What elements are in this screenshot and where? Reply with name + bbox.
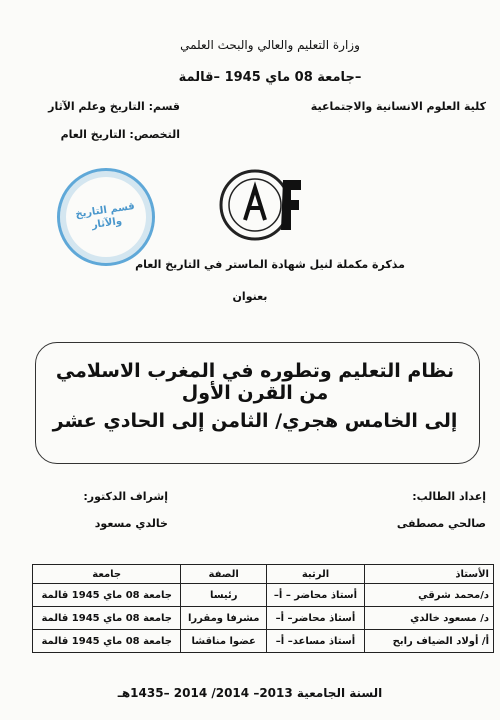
jury-header-row — [33, 565, 494, 584]
rank-cell: أستاذ محاضر– أ– — [266, 607, 364, 630]
university-cell: جامعة 08 ماي 1945 قالمة — [33, 584, 181, 607]
titled-label: بعنوان — [232, 290, 268, 303]
professor-cell: د/محمد شرقي — [365, 584, 494, 607]
thesis-title-line1: نظام التعليم وتطوره في المغرب الاسلامي من القرن الأول — [55, 360, 455, 404]
supervisor-label: إشراف الدكتور: — [83, 490, 168, 503]
table-row — [33, 630, 494, 653]
header-professor: الأستاذ — [365, 565, 494, 584]
faculty-label: كلية العلوم الانسانية والاجتماعية — [310, 100, 486, 113]
professor-cell: أ/ أولاد الضياف رابح — [365, 630, 494, 653]
header-role: الصفة — [181, 565, 267, 584]
university-heading: جامعة 08 ماي 1945 –قالمة– — [178, 70, 362, 85]
header-rank: الرتبة — [266, 565, 364, 584]
stamp-text: قسم التاريخ والآثار — [74, 200, 136, 231]
jury-table — [32, 564, 494, 653]
supervisor-name: خالدي مسعود — [94, 517, 168, 530]
ministry-heading: وزارة التعليم والعالي والبحث العلمي — [180, 38, 360, 52]
university-cell: جامعة 08 ماي 1945 قالمة — [33, 607, 181, 630]
role-cell: مشرفا ومقررا — [181, 607, 267, 630]
department-stamp — [57, 168, 155, 266]
thesis-title-line2: إلى الخامس هجري/ الثامن إلى الحادي عشر — [52, 410, 458, 432]
role-cell: عضوا مناقشا — [181, 630, 267, 653]
university-cell: جامعة 08 ماي 1945 قالمة — [33, 630, 181, 653]
role-cell: رئيسا — [181, 584, 267, 607]
prepared-by-label: إعداد الطالب: — [412, 490, 486, 503]
table-row — [33, 607, 494, 630]
rank-cell: أستاذ محاضر – أ– — [266, 584, 364, 607]
specialty-label: التخصص: التاريخ العام — [60, 128, 180, 141]
department-label: قسم: التاريخ وعلم الآثار — [48, 100, 180, 113]
table-row — [33, 584, 494, 607]
header-university: جامعة — [33, 565, 181, 584]
professor-cell: د/ مسعود خالدي — [365, 607, 494, 630]
student-name: صالحي مصطفى — [396, 517, 486, 530]
university-logo-icon — [215, 160, 305, 250]
rank-cell: أستاذ مساعد– أ– — [266, 630, 364, 653]
academic-year: السنة الجامعية 2013– 2014/ 2014 –1435هـ — [117, 686, 383, 700]
memo-description: مذكرة مكملة لنيل شهادة الماستر في التاريخ العام — [135, 258, 405, 271]
